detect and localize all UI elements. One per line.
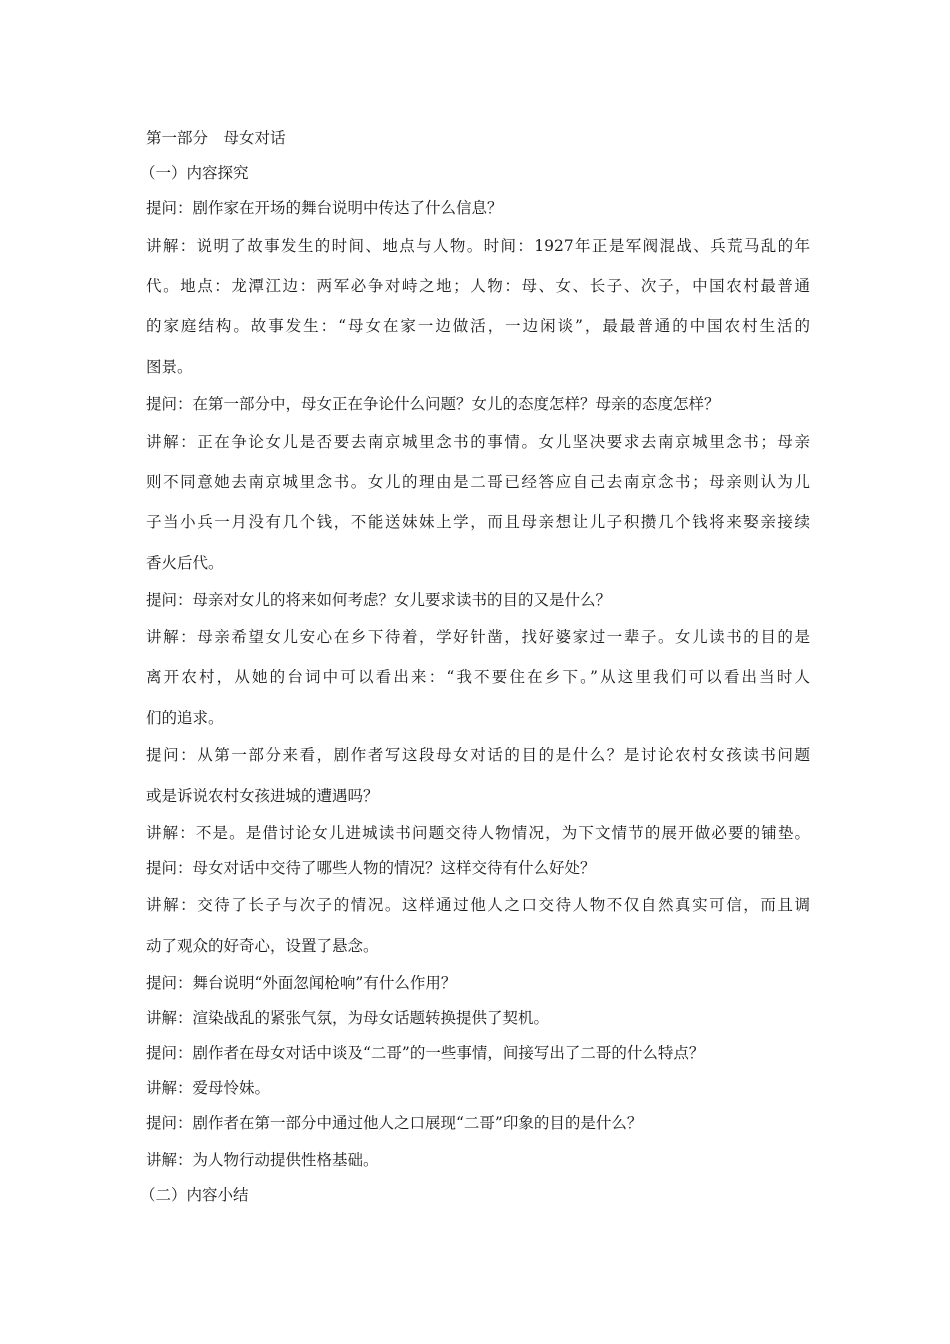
answer-line: 讲解：母亲希望女儿安心在乡下待着，学好针凿，找好婆家过一辈子。女儿读书的目的是	[146, 628, 810, 646]
answer-line: 讲解：交待了长子与次子的情况。这样通过他人之口交待人物不仅自然真实可信，而且调	[146, 896, 810, 914]
question-line: 提问：在第一部分中，母女正在争论什么问题？女儿的态度怎样？母亲的态度怎样？	[146, 395, 720, 413]
answer-line: 的家庭结构。故事发生：“母女在家一边做活，一边闲谈”，最最普通的中国农村生活的	[146, 317, 810, 335]
answer-line: 讲解：为人物行动提供性格基础。	[146, 1151, 379, 1169]
question-line: 提问：舞台说明“外面忽闻枪响”有什么作用？	[146, 974, 457, 992]
answer-line: 代。地点：龙潭江边：两军必争对峙之地；人物：母、女、长子、次子，中国农村最普通	[146, 277, 810, 295]
answer-line: 离开农村，从她的台词中可以看出来：“我不要住在乡下。”从这里我们可以看出当时人	[146, 668, 810, 686]
question-line: 提问：从第一部分来看，剧作者写这段母女对话的目的是什么？是讨论农村女孩读书问题	[146, 746, 810, 764]
section-heading: 第一部分 母女对话	[146, 129, 286, 147]
question-line: 提问：母亲对女儿的将来如何考虑？女儿要求读书的目的又是什么？	[146, 591, 612, 609]
answer-line: 香火后代。	[146, 554, 224, 572]
answer-line: 讲解：爱母怜妹。	[146, 1079, 271, 1097]
answer-line: 讲解：正在争论女儿是否要去南京城里念书的事情。女儿坚决要求去南京城里念书；母亲	[146, 433, 810, 451]
answer-line: 们的追求。	[146, 709, 224, 727]
answer-line: 讲解：渲染战乱的紧张气氛，为母女话题转换提供了契机。	[146, 1009, 550, 1027]
answer-line: 动了观众的好奇心，设置了悬念。	[146, 937, 379, 955]
answer-line: 子当小兵一月没有几个钱，不能送妹妹上学，而且母亲想让儿子积攒几个钱将来娶亲接续	[146, 513, 810, 531]
question-line: 提问：母女对话中交待了哪些人物的情况？这样交待有什么好处？	[146, 859, 596, 877]
subsection-heading: （二）内容小结	[140, 1186, 249, 1204]
question-line: 提问：剧作者在第一部分中通过他人之口展现“二哥”印象的目的是什么？	[146, 1114, 643, 1132]
question-line: 或是诉说农村女孩进城的遭遇吗？	[146, 787, 379, 805]
answer-line: 讲解：不是。是借讨论女儿进城读书问题交待人物情况，为下文情节的展开做必要的铺垫。	[146, 824, 810, 842]
answer-line: 图景。	[146, 358, 193, 376]
question-line: 提问：剧作者在母女对话中谈及“二哥”的一些事情，间接写出了二哥的什么特点？	[146, 1044, 705, 1062]
question-line: 提问：剧作家在开场的舞台说明中传达了什么信息？	[146, 199, 503, 217]
answer-line: 讲解：说明了故事发生的时间、地点与人物。时间：1927年正是军阀混战、兵荒马乱的年	[146, 237, 810, 255]
subsection-heading: （一）内容探究	[140, 164, 249, 182]
answer-line: 则不同意她去南京城里念书。女儿的理由是二哥已经答应自己去南京念书；母亲则认为儿	[146, 473, 810, 491]
